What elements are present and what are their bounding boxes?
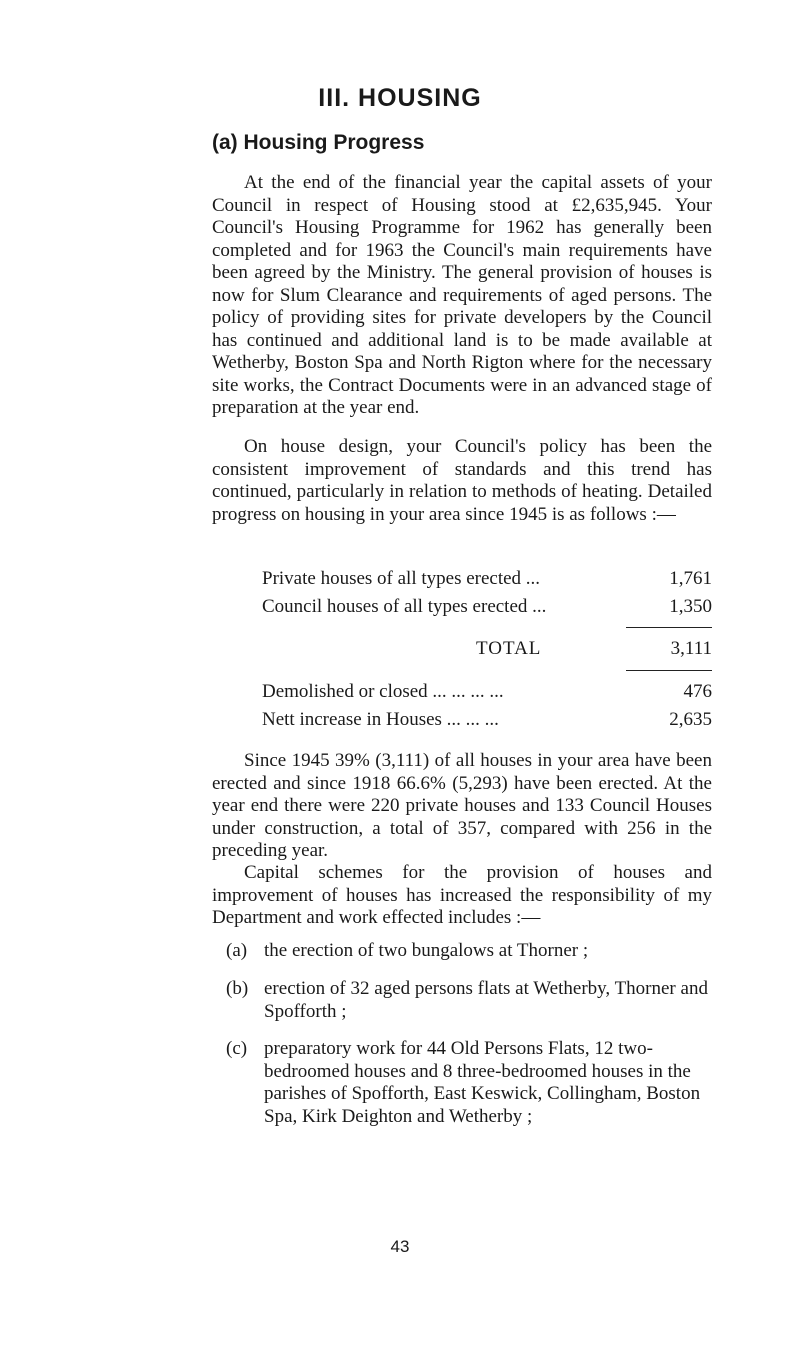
- private-houses-label: Private houses of all types erected ...: [262, 568, 541, 589]
- list-text-b: erection of 32 aged persons flats at Wetherby, Thorner and Spofforth ;: [264, 978, 708, 1022]
- paragraph-house-design: On house design, your Council's policy has been the consistent improvement of standards and this trend has continued, particularly in relation to methods of heating. Detailed progress on housing in your area since 1945 is as follows :—: [212, 436, 712, 525]
- total-value: 3,111: [670, 638, 712, 659]
- total-underline-rule: [626, 670, 712, 671]
- table-row-total: [262, 637, 712, 661]
- list-text-a: the erection of two bungalows at Thorner ;: [264, 940, 589, 961]
- table-row-demolished: [262, 680, 712, 704]
- list-marker-b: (b): [226, 978, 249, 999]
- page-number: 43: [390, 1237, 410, 1256]
- total-rule: [626, 627, 712, 628]
- paragraph-capital-schemes: Capital schemes for the provision of houses and improvement of houses has increased the responsibility of my Department and work effected includes :—: [212, 862, 712, 928]
- table-row-nett-increase: [262, 708, 712, 732]
- demolished-value: 476: [683, 681, 712, 702]
- list-text-c: preparatory work for 44 Old Persons Flats, 12 two-bedroomed houses and 8 three-bedroomed houses in the parishes of Spofforth, East Keswick, Collingham, Boston Spa, Kirk Deighton and Wetherby ;: [264, 1038, 701, 1127]
- sub-heading-housing-progress: (a) Housing Progress: [212, 131, 425, 154]
- private-houses-value: 1,761: [669, 568, 712, 589]
- table-row-private-houses: [262, 567, 712, 591]
- nett-increase-value: 2,635: [669, 709, 712, 730]
- council-houses-value: 1,350: [669, 596, 712, 617]
- nett-increase-label: Nett increase in Houses ... ... ...: [262, 709, 499, 730]
- demolished-label: Demolished or closed ... ... ... ...: [262, 681, 504, 702]
- table-row-council-houses: [262, 595, 712, 619]
- list-marker-c: (c): [226, 1038, 248, 1059]
- section-heading: III. HOUSING: [318, 84, 482, 112]
- council-houses-label: Council houses of all types erected ...: [262, 596, 547, 617]
- list-marker-a: (a): [226, 940, 248, 961]
- paragraph-capital-assets: At the end of the financial year the capital assets of your Council in respect of Housing stood at £2,635,945. Your Council's Housing Programme for 1962 has generally been completed and for 1963 the Council's main requirements have been agreed by the Ministry. The general provision of houses is now for Slum Clearance and requirements of aged persons. The policy of providing sites for private developers by the Council has continued and additional land is to be made available at Wetherby, Boston Spa and North Rigton where for the necessary site works, the Contract Documents were in an advanced stage of preparation at the year end.: [212, 172, 712, 418]
- total-label: TOTAL: [476, 638, 542, 659]
- paragraph-since-1945: Since 1945 39% (3,111) of all houses in your area have been erected and since 1918 66.6% (5,293) have been erected. At the year end there were 220 private houses and 133 Council Houses under construction, a total of 357, compared with 256 in the preceding year.: [212, 750, 712, 861]
